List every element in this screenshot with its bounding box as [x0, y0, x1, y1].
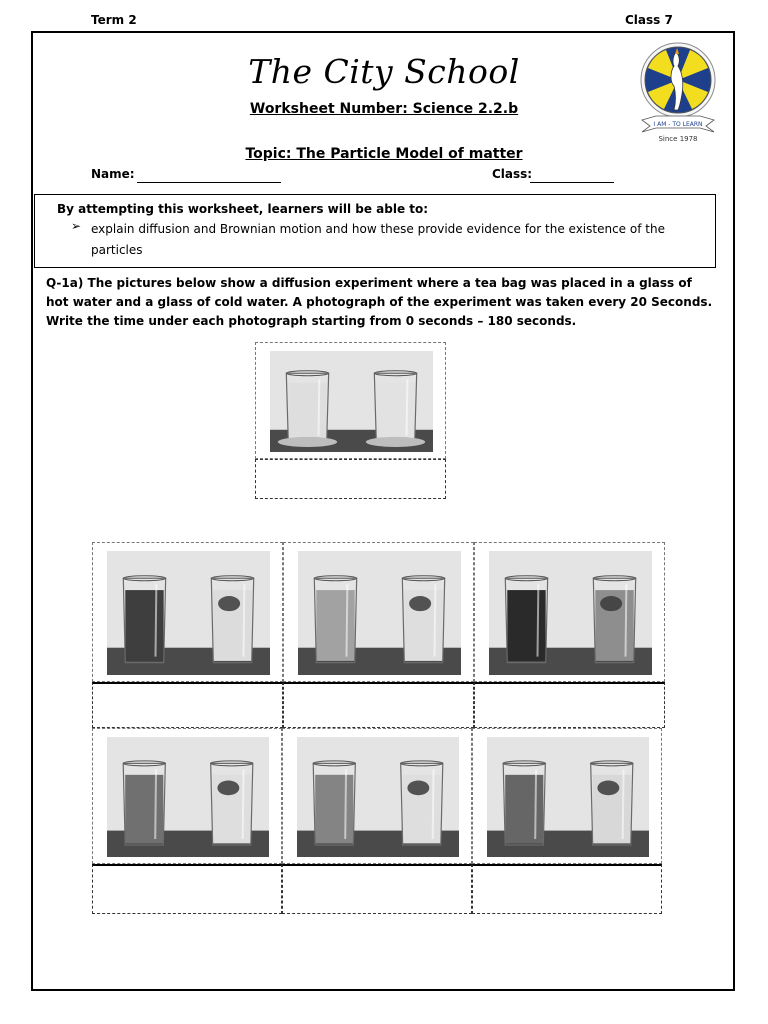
experiment-photo — [282, 728, 472, 864]
photo-image — [107, 551, 270, 675]
worksheet-number-text: Worksheet Number: Science 2.2.b — [249, 101, 519, 117]
tea-bag — [278, 437, 337, 447]
time-answer-box[interactable] — [282, 864, 472, 914]
experiment-photo — [92, 542, 283, 682]
photo-image — [270, 351, 433, 452]
photo-image — [107, 737, 269, 857]
school-name: The City School — [248, 52, 520, 91]
time-answer-box[interactable] — [255, 459, 446, 499]
question-1a — [46, 274, 716, 331]
objective-item: explain diffusion and Brownian motion and how these provide evidence for the existence of the particles — [91, 222, 665, 257]
tea-bag — [409, 596, 431, 611]
tea-bag — [366, 437, 425, 447]
time-answer-box[interactable] — [92, 864, 282, 914]
arrow-bullet-icon: ➢ — [71, 219, 82, 233]
logo-motto: I AM - TO LEARN — [653, 121, 703, 128]
photo-image — [298, 551, 461, 675]
experiment-photo — [472, 728, 662, 864]
name-field[interactable] — [137, 182, 281, 183]
experiment-photo — [283, 542, 474, 682]
photo-image — [487, 737, 649, 857]
tea-bag — [218, 596, 240, 611]
name-field-label: Name: — [91, 167, 135, 181]
experiment-photo — [255, 342, 446, 459]
question-text: Q-1a) The pictures below show a diffusion experiment where a tea bag was placed in a glass of hot water and a glass of cold water. A photograph of the experiment was taken every 20 Seconds. Write the time under each photograph starting from 0 seconds – 180 seconds. — [46, 276, 713, 328]
logo-since: Since 1978 — [658, 135, 698, 143]
tea-bag — [217, 781, 239, 796]
photo-image — [297, 737, 459, 857]
class-grade-label: Class 7 — [625, 13, 673, 27]
time-answer-box[interactable] — [92, 682, 283, 728]
photo-image — [489, 551, 652, 675]
class-field-label: Class: — [492, 167, 533, 181]
tea-bag — [407, 781, 429, 796]
term-label: Term 2 — [91, 13, 137, 27]
tea-bag — [600, 596, 622, 611]
objectives-heading: By attempting this worksheet, learners will be able to: — [57, 202, 429, 216]
experiment-photo — [92, 728, 282, 864]
time-answer-box[interactable] — [283, 682, 474, 728]
time-answer-box[interactable] — [472, 864, 662, 914]
tea-bag — [597, 781, 619, 796]
experiment-photo — [474, 542, 665, 682]
topic-text: Topic: The Particle Model of matter — [245, 146, 523, 162]
class-field[interactable] — [530, 182, 614, 183]
school-logo — [636, 42, 720, 150]
time-answer-box[interactable] — [474, 682, 665, 728]
